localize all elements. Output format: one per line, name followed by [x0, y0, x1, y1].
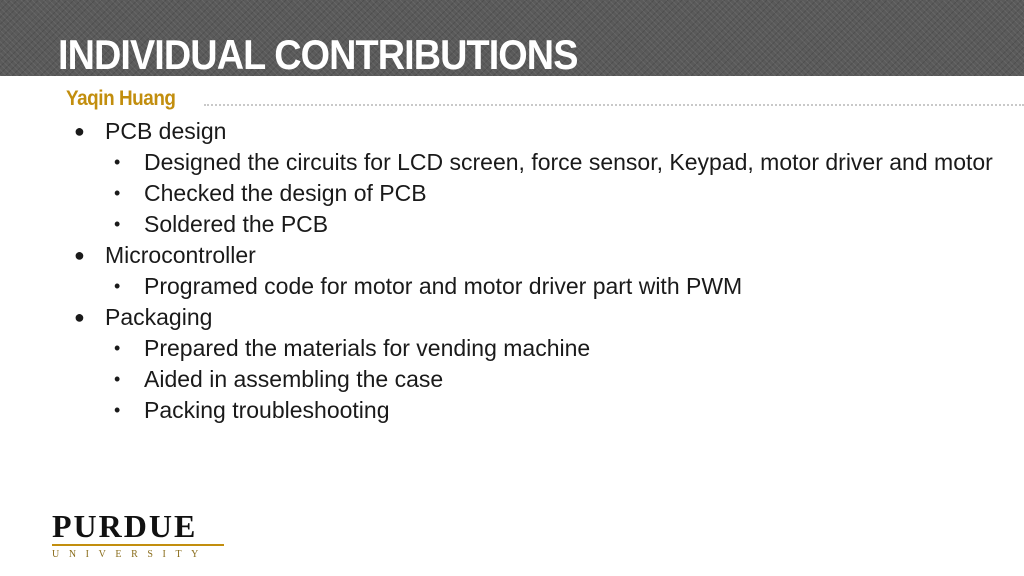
bullet-text: Packaging	[105, 304, 213, 330]
sub-bullet-icon: •	[114, 400, 121, 420]
sub-bullet-list	[105, 271, 994, 302]
sub-bullet-text: Prepared the materials for vending machine	[144, 335, 591, 361]
logo-wordmark: PURDUE	[52, 508, 198, 544]
sub-bullet-item	[105, 364, 994, 395]
bullet-icon: ●	[74, 245, 85, 265]
sub-bullet-icon: •	[114, 338, 121, 358]
purdue-logo	[52, 510, 224, 560]
bullet-content	[74, 116, 994, 426]
sub-bullet-icon: •	[114, 369, 121, 389]
dotted-divider	[204, 104, 1024, 106]
slide-subtitle: Yaqin Huang	[66, 87, 176, 110]
sub-bullet-icon: •	[114, 183, 121, 203]
sub-bullet-list	[105, 333, 994, 426]
bullet-list	[74, 116, 994, 426]
logo-subtext: UNIVERSITY	[52, 549, 208, 560]
sub-bullet-item	[105, 395, 994, 426]
sub-bullet-icon: •	[114, 276, 121, 296]
sub-bullet-text: Packing troubleshooting	[144, 397, 390, 423]
sub-bullet-list	[105, 147, 994, 240]
sub-bullet-icon: •	[114, 214, 121, 234]
sub-bullet-text: Aided in assembling the case	[144, 366, 444, 392]
bullet-item	[74, 302, 994, 426]
bullet-icon: ●	[74, 307, 85, 327]
sub-bullet-text: Programed code for motor and motor driver part with PWM	[144, 273, 743, 299]
sub-bullet-text: Soldered the PCB	[144, 211, 329, 237]
sub-bullet-icon: •	[114, 152, 121, 172]
bullet-item	[74, 116, 994, 240]
sub-bullet-text: Checked the design of PCB	[144, 180, 427, 206]
bullet-icon: ●	[74, 121, 85, 141]
sub-bullet-item	[105, 209, 994, 240]
logo-rule	[52, 544, 224, 546]
sub-bullet-item	[105, 271, 994, 302]
sub-bullet-item	[105, 333, 994, 364]
bullet-text: Microcontroller	[105, 242, 256, 268]
slide-title: INDIVIDUAL CONTRIBUTIONS	[58, 31, 578, 78]
bullet-text: PCB design	[105, 118, 227, 144]
sub-bullet-item	[105, 147, 994, 178]
bullet-item	[74, 240, 994, 302]
sub-bullet-text: Designed the circuits for LCD screen, force sensor, Keypad, motor driver and motor	[144, 149, 993, 175]
sub-bullet-item	[105, 178, 994, 209]
